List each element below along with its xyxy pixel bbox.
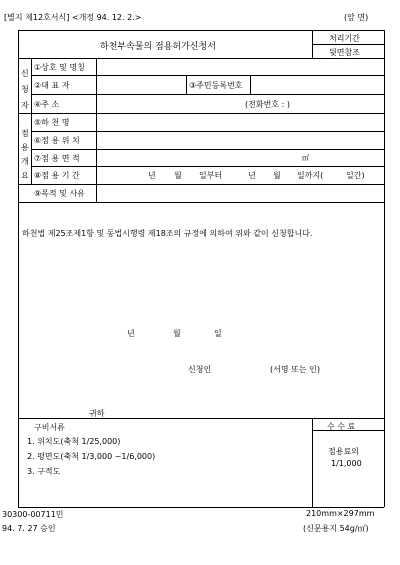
processing-period-value: 뒷면참조 <box>329 48 360 57</box>
form-title: 하천부속물의 점용허가신청서 <box>100 42 216 52</box>
name-label: ①상호 및 명칭 <box>34 63 85 72</box>
applicant-label-3: 자 <box>21 101 29 110</box>
area-unit: ㎡ <box>302 154 309 162</box>
period-start-year: 년 <box>148 171 156 180</box>
applicant-signature-label: 신청인 <box>188 365 212 374</box>
rrn-field[interactable] <box>252 77 382 92</box>
statement: 하천법 제25조제1항 및 동법시행령 제18조의 규정에 의하여 위와 같이 신청합니다. <box>22 229 313 238</box>
document-item: 2. 평면도(축척 1/3,000 ~1/6,000) <box>27 452 156 461</box>
date-day: 일 <box>214 329 222 338</box>
purpose-field[interactable] <box>98 186 382 200</box>
documents-title: 구비서류 <box>34 423 65 432</box>
approval-date: 94. 7. 27 승인 <box>2 524 56 533</box>
address-label: ④주 소 <box>34 100 60 109</box>
location-field[interactable] <box>98 133 382 147</box>
period-end-year: 년 <box>248 171 256 180</box>
period-end-day: 일까지( <box>297 171 324 180</box>
date-month: 월 <box>173 329 181 338</box>
location-label: ⑥점 용 위 치 <box>34 136 80 145</box>
fee-value-line2: 1/1,000 <box>331 459 362 468</box>
paper-type: (신문용지 54g/㎡) <box>303 524 369 533</box>
period-days: 일간) <box>346 171 365 180</box>
address-field[interactable] <box>98 96 238 111</box>
purpose-label: ⑨목적 및 사유 <box>34 189 85 198</box>
occupancy-label-3: 개 <box>21 157 29 166</box>
representative-field[interactable] <box>98 77 184 92</box>
sign-or-seal-label: (서명 또는 인) <box>270 365 320 374</box>
phone-label: (전화번호 : ) <box>245 100 290 109</box>
paper-size: 210mm×297mm <box>306 509 375 518</box>
river-name-label: ⑤하 천 명 <box>34 118 70 127</box>
occupancy-label-1: 점 <box>21 129 29 138</box>
date-year: 년 <box>127 329 135 338</box>
processing-period-label: 처리기간 <box>329 34 360 43</box>
period-start-month: 월 <box>174 171 182 180</box>
form-code: 30300-00711민 <box>2 510 64 519</box>
occupancy-label-4: 요 <box>21 171 29 180</box>
occupancy-label-2: 용 <box>21 143 29 152</box>
document-item: 1. 위치도(축척 1/25,000) <box>27 437 121 446</box>
fee-label: 수 수 료 <box>327 422 356 431</box>
addressee: 귀하 <box>89 409 105 418</box>
form-number: [별지 제12호서식] <개정 94. 12. 2.> <box>4 13 142 22</box>
document-item: 3. 구적도 <box>27 467 61 476</box>
fee-value-line1: 점용료의 <box>328 447 359 456</box>
area-label: ⑦점 용 면 적 <box>34 154 80 163</box>
applicant-label-1: 신 <box>21 69 29 78</box>
period-start-day: 일부터 <box>199 171 223 180</box>
area-field[interactable] <box>98 151 298 165</box>
river-name-field[interactable] <box>98 115 382 129</box>
name-field[interactable] <box>98 60 382 74</box>
page-side: (앞 면) <box>344 13 369 22</box>
rrn-label: ③주민등록번호 <box>189 81 243 90</box>
period-end-month: 월 <box>273 171 281 180</box>
applicant-label-2: 청 <box>21 85 29 94</box>
period-label: ⑧점 용 기 간 <box>34 171 80 180</box>
representative-label: ②대 표 자 <box>34 81 70 90</box>
